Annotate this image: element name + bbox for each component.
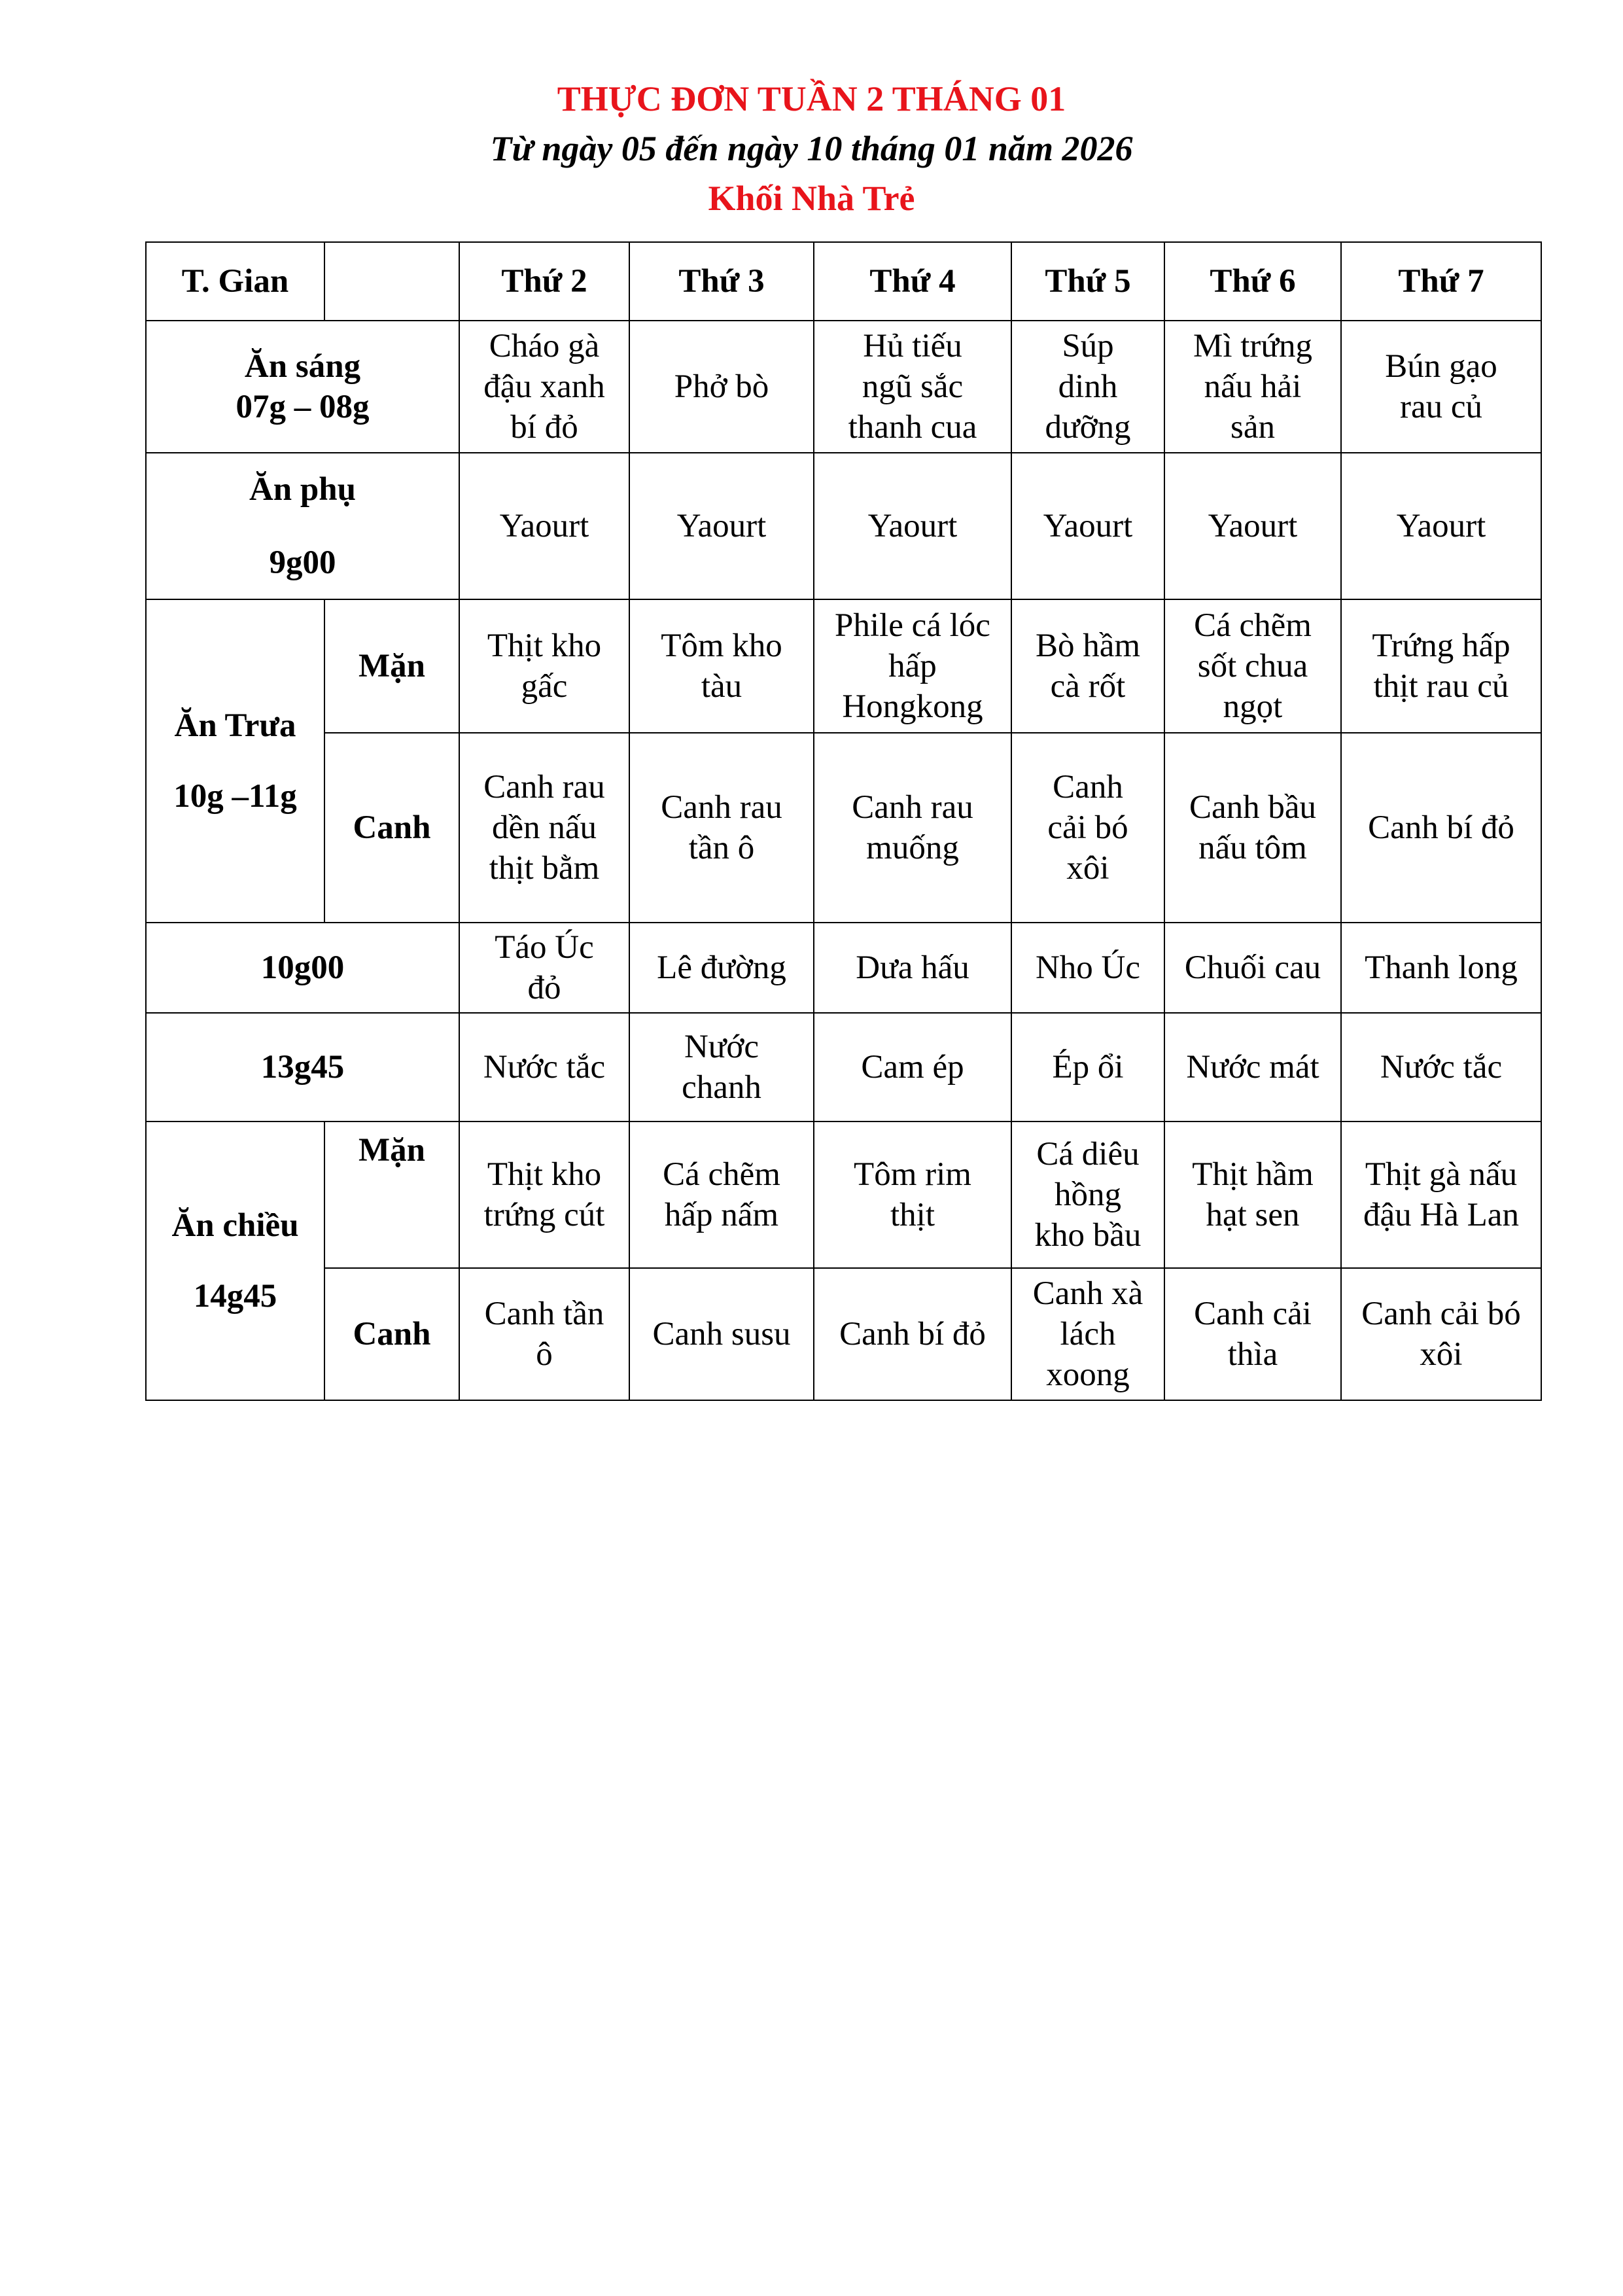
menu-cell — [459, 733, 629, 923]
menu-line: Canh susu — [652, 1316, 791, 1352]
menu-line: đỏ — [527, 970, 561, 1006]
day-header: Thứ 2 — [459, 242, 629, 321]
breakfast-label-cell — [146, 321, 459, 453]
menu-line: Canh cải bó — [1361, 1296, 1521, 1332]
menu-line: Dưa hấu — [856, 949, 969, 986]
meal-time: 07g – 08g — [236, 389, 370, 425]
snack-row — [146, 453, 1541, 599]
menu-line: Canh cải — [1194, 1296, 1312, 1332]
menu-cell — [1011, 599, 1164, 733]
menu-cell: Yaourt — [459, 453, 629, 599]
menu-cell — [459, 923, 629, 1013]
menu-line: Canh xà — [1032, 1275, 1143, 1312]
menu-line: gấc — [521, 668, 568, 705]
menu-line: Súp — [1062, 328, 1114, 364]
menu-line: dưỡng — [1045, 409, 1131, 446]
menu-cell — [814, 599, 1011, 733]
menu-line: Canh rau — [852, 789, 973, 826]
menu-line: Nước mát — [1186, 1049, 1319, 1086]
menu-line: Hongkong — [842, 688, 983, 725]
menu-line: ô — [536, 1336, 553, 1373]
weekly-menu-table — [145, 241, 1542, 1401]
menu-cell — [1011, 923, 1164, 1013]
time-header: T. Gian — [146, 242, 324, 321]
menu-cell — [1164, 599, 1341, 733]
menu-cell — [629, 599, 814, 733]
menu-line: Tôm kho — [661, 627, 782, 664]
menu-cell: Yaourt — [814, 453, 1011, 599]
menu-line: thìa — [1227, 1336, 1278, 1373]
menu-line: Táo Úc — [495, 929, 594, 966]
soup-label: Canh — [324, 733, 459, 923]
lunch-savory-row — [146, 599, 1541, 733]
menu-line: đậu Hà Lan — [1363, 1197, 1519, 1233]
menu-cell — [1164, 1268, 1341, 1400]
menu-line: dinh — [1058, 368, 1118, 405]
afternoon-label-cell — [146, 1122, 324, 1400]
menu-line: hồng — [1055, 1176, 1121, 1213]
menu-cell: Yaourt — [1011, 453, 1164, 599]
lunch-soup-row — [146, 733, 1541, 923]
menu-cell — [1011, 1268, 1164, 1400]
menu-line: Thịt gà nấu — [1365, 1156, 1518, 1193]
meal-label: Ăn sáng — [244, 348, 361, 385]
menu-line: Thịt kho — [487, 627, 602, 664]
menu-cell — [1341, 599, 1541, 733]
fruit-row — [146, 923, 1541, 1013]
menu-line: Trứng hấp — [1372, 627, 1510, 664]
menu-line: Canh bầu — [1189, 789, 1317, 826]
meal-label: Ăn phụ — [249, 471, 357, 508]
menu-line: Canh — [1053, 769, 1123, 805]
menu-cell — [629, 1268, 814, 1400]
menu-cell — [1011, 733, 1164, 923]
lunch-label-cell — [146, 599, 324, 923]
menu-line: Canh tần — [484, 1296, 604, 1332]
menu-line: Chuối cau — [1184, 949, 1321, 986]
menu-line: Nước tắc — [1380, 1049, 1503, 1086]
day-header: Thứ 7 — [1341, 242, 1541, 321]
afternoon-savory-row — [146, 1122, 1541, 1268]
menu-line: Thịt hầm — [1192, 1156, 1314, 1193]
meal-time: 10g –11g — [173, 778, 297, 815]
menu-line: Thịt kho — [487, 1156, 602, 1193]
menu-line: xôi — [1420, 1336, 1463, 1373]
day-header: Thứ 5 — [1011, 242, 1164, 321]
menu-line: Thanh long — [1365, 949, 1518, 986]
afternoon-soup-row — [146, 1268, 1541, 1400]
menu-line: hấp — [888, 648, 937, 684]
meal-label: Ăn Trưa — [174, 707, 296, 744]
menu-cell — [459, 321, 629, 453]
menu-line: Nước — [684, 1029, 759, 1065]
menu-cell — [1011, 1013, 1164, 1122]
menu-cell — [1011, 1122, 1164, 1268]
menu-cell — [629, 321, 814, 453]
menu-cell — [1341, 923, 1541, 1013]
menu-line: ngọt — [1223, 688, 1283, 725]
menu-title: THỰC ĐƠN TUẦN 2 THÁNG 01 — [557, 79, 1066, 118]
menu-cell — [459, 1013, 629, 1122]
menu-line: Cá chẽm — [663, 1156, 780, 1193]
menu-line: tần ô — [688, 830, 755, 866]
menu-line: dền nấu — [491, 809, 597, 846]
meal-time: 13g45 — [146, 1013, 459, 1122]
day-header: Thứ 4 — [814, 242, 1011, 321]
menu-cell — [629, 1122, 814, 1268]
menu-line: Canh bí đỏ — [1368, 809, 1514, 846]
menu-line: xôi — [1066, 850, 1109, 887]
meal-time: 10g00 — [146, 923, 459, 1013]
menu-cell — [1164, 1013, 1341, 1122]
menu-line: Cháo gà — [489, 328, 600, 364]
menu-cell — [1164, 321, 1341, 453]
menu-cell — [629, 733, 814, 923]
menu-line: Canh bí đỏ — [839, 1316, 986, 1352]
menu-line: muống — [866, 830, 959, 866]
savory-label: Mặn — [324, 599, 459, 733]
menu-line: thịt rau củ — [1373, 668, 1509, 705]
menu-line: hạt sen — [1206, 1197, 1300, 1233]
menu-line: kho bầu — [1034, 1217, 1142, 1254]
menu-cell — [814, 1013, 1011, 1122]
savory-label: Mặn — [324, 1122, 459, 1268]
menu-line: Nho Úc — [1035, 949, 1141, 986]
menu-cell — [814, 923, 1011, 1013]
menu-line: Ép ổi — [1052, 1049, 1124, 1086]
menu-line: Cá chẽm — [1194, 607, 1312, 644]
group-name: Khối Nhà Trẻ — [708, 179, 915, 218]
menu-line: cà rốt — [1050, 668, 1126, 705]
menu-line: Phở bò — [674, 368, 769, 405]
menu-line: xoong — [1046, 1356, 1130, 1393]
drink-row — [146, 1013, 1541, 1122]
menu-line: sản — [1230, 409, 1275, 446]
blank-header — [324, 242, 459, 321]
menu-line: Nước tắc — [483, 1049, 606, 1086]
menu-line: Tôm rim — [854, 1156, 971, 1193]
menu-line: bí đỏ — [510, 409, 578, 446]
menu-line: lách — [1060, 1316, 1116, 1352]
menu-line: tàu — [701, 668, 742, 705]
menu-cell — [1341, 1122, 1541, 1268]
menu-line: chanh — [682, 1069, 761, 1106]
menu-cell — [459, 599, 629, 733]
menu-line: hấp nấm — [664, 1197, 779, 1233]
meal-time: 14g45 — [193, 1278, 277, 1315]
menu-line: Cá diêu — [1036, 1136, 1140, 1173]
menu-cell — [459, 1122, 629, 1268]
menu-line: Bò hầm — [1035, 627, 1141, 664]
menu-cell: Yaourt — [629, 453, 814, 599]
menu-cell — [629, 923, 814, 1013]
menu-cell — [1341, 1013, 1541, 1122]
menu-line: sốt chua — [1197, 648, 1308, 684]
menu-cell: Yaourt — [1341, 453, 1541, 599]
menu-cell — [1164, 733, 1341, 923]
menu-line: Bún gạo — [1385, 348, 1497, 385]
date-range: Từ ngày 05 đến ngày 10 tháng 01 năm 2026 — [490, 129, 1133, 168]
menu-line: thịt — [890, 1197, 935, 1233]
menu-line: thịt bằm — [489, 850, 600, 887]
day-header: Thứ 3 — [629, 242, 814, 321]
menu-cell — [1011, 321, 1164, 453]
menu-line: ngũ sắc — [862, 368, 964, 405]
menu-line: Mì trứng — [1193, 328, 1313, 364]
menu-cell: Yaourt — [1164, 453, 1341, 599]
menu-line: thanh cua — [848, 409, 977, 446]
menu-cell — [1341, 1268, 1541, 1400]
menu-line: nấu tôm — [1198, 830, 1307, 866]
menu-cell — [1164, 923, 1341, 1013]
snack-label-cell — [146, 453, 459, 599]
menu-cell — [629, 1013, 814, 1122]
menu-line: Hủ tiếu — [863, 328, 962, 364]
menu-line: trứng cút — [483, 1197, 605, 1233]
menu-line: Canh rau — [661, 789, 782, 826]
header-row — [146, 242, 1541, 321]
menu-cell — [814, 1122, 1011, 1268]
menu-cell — [1341, 321, 1541, 453]
meal-time: 9g00 — [269, 544, 336, 581]
menu-line: nấu hải — [1204, 368, 1302, 405]
menu-line: Lê đường — [657, 949, 786, 986]
menu-cell — [1164, 1122, 1341, 1268]
soup-label: Canh — [324, 1268, 459, 1400]
menu-cell — [814, 733, 1011, 923]
meal-label: Ăn chiều — [171, 1207, 299, 1244]
menu-cell — [814, 1268, 1011, 1400]
day-header: Thứ 6 — [1164, 242, 1341, 321]
menu-line: cải bó — [1047, 809, 1128, 846]
menu-cell — [1341, 733, 1541, 923]
menu-cell — [459, 1268, 629, 1400]
breakfast-row — [146, 321, 1541, 453]
menu-line: đậu xanh — [483, 368, 605, 405]
menu-line: Phile cá lóc — [835, 607, 990, 644]
menu-line: rau củ — [1399, 389, 1482, 425]
menu-line: Cam ép — [861, 1049, 964, 1086]
menu-cell — [814, 321, 1011, 453]
menu-line: Canh rau — [483, 769, 605, 805]
